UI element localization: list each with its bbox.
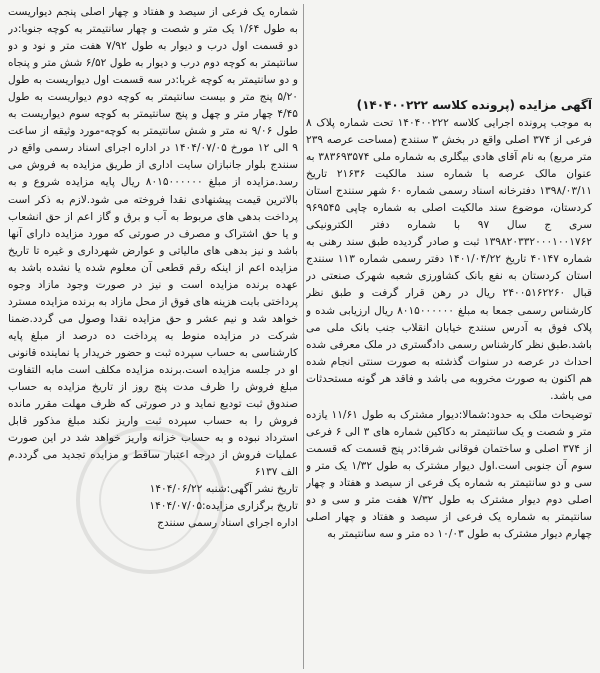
issuing-office: اداره اجرای اسناد رسمی سنندج bbox=[157, 517, 298, 530]
publish-date: تاریخ نشر آگهی:شنبه ۱۴۰۴/۰۶/۲۲ bbox=[149, 483, 298, 496]
property-borders-paragraph: توضیحات ملک به حدود:شمالا:دیوار مشترک به طول ۱۱/۶۱ یازده متر و شصت و یک سانتیمتر به دکاکین شماره های ۳ الی ۶ فرعی از ۳۷۴ اصلی و ساختمان فوقانی شرقا:در پنج قسمت که قسمت سوم آن جنوبی است.اول دیوار مشترک به طول ۱/۳۲ یک متر و سی و دو سانتیمتر به شماره یک فرعی از سیصد و هفتاد و چهار اصلی دوم دیوار مشترک به طول ۷/۳۲ هفت متر و سی و دو سانتیمتر به شماره یک فرعی از سیصد و هفتاد و چهار اصلی چهارم دیوار مشترک به طول ۱۰/۰۳ ده متر و سه سانتیمتر به bbox=[306, 408, 592, 541]
right-column bbox=[306, 96, 592, 670]
notice-title: آگهی مزایده (پرونده کلاسه ۱۴۰۴۰۰۲۲۲) bbox=[356, 98, 592, 112]
notice-intro-paragraph: به موجب پرونده اجرایی کلاسه ۱۴۰۴۰۰۲۲۲ تحت شماره پلاک ۸ فرعی از ۳۷۴ اصلی واقع در بخش ۳ سنندج (مساحت عرصه ۲۳۹ متر مربع) به نام آقای هادی بیگلری به شماره ملی ۳۸۳۶۹۳۵۷۴ به عنوان مالک عرصه با شماره سند مالکیت ۲۱۶۳۶ تاریخ ۱۳۹۸/۰۳/۱۱ دفترخانه اسناد رسمی شماره ۶۰ شهر سنندج استان کردستان، موضوع سند مالکیت اصلی به شماره چاپی ۹۶۹۵۴۵ سری ج سال ۹۷ با شماره دفتر الکترونیکی ۱۳۹۸۲۰۳۳۲۰۰۰۱۰۰۱۷۶۲ ثبت و صادر گردیده طبق سند رهنی به شماره ۴۰۱۴۷ تاریخ ۱۴۰۱/۰۴/۲۲ دفتر رسمی شماره ۱۱۳ سنندج استان کردستان به نفع بانک کشاورزی شعبه شهرک صنعتی در قبال ۲۴۰۰۵۱۶۲۲۶۰ ریال در رهن قرار گرفت و طبق نظر کارشناس رسمی جمعا به مبلغ ۸۰۱۵۰۰۰۰۰۰ ریال ارزیابی شده و پلاک فوق به آدرس سنندج خیابان انقلاب جنب بانک ملی می باشد.طبق نظر کارشناس رسمی دادگستری در ملک معرفی شده احداث در عرصه در سنوات گذشته به صورت سنتی انجام شده هم اکنون به صورت مخروبه می باشد و فاقد هر گونه مستحدثات می باشد. bbox=[306, 117, 592, 402]
column-divider bbox=[303, 4, 304, 669]
left-column bbox=[8, 4, 298, 666]
auction-terms-paragraph: شماره یک فرعی از سیصد و هفتاد و چهار اصلی پنجم دیواریست به طول ۱/۶۴ یک متر و شصت و چهار سانتیمتر به کوچه جنوبا:در دو قسمت اول درب و دیوار به طول ۷/۹۲ هفت متر و نود و دو سانتیمتر به کوچه دوم درب و دیوار به طول ۶/۵۲ شش متر و پنجاه و دو سانتیمتر به کوچه غربا:در سه قسمت اول دیواریست به طول ۵/۲۰ پنج متر و بیست سانتیمتر به کوچه دوم دیواریست به طول ۴/۴۵ چهار متر و چهل و پنج سانتیمتر به کوچه سوم دیواریست به طول ۹/۰۶ نه متر و شش سانتیمتر به کوچه-مورد وثیقه از ساعت ۹ الی ۱۲ مورخ ۱۴۰۴/۰۷/۰۵ در اداره اجرای اسناد رسمی واقع در سنندج بلوار جانبازان سایت اداری از طریق مزایده به فروش می رسد.مزایده از مبلغ ۸۰۱۵۰۰۰۰۰۰ ریال پایه مزایده شروع و به بالاترین قیمت پیشنهادی نقدا فروخته می شود.لازم به ذکر است پرداخت بدهی های مربوط به آب و برق و گاز اعم از حق انشعاب و یا حق اشتراک و مصرف در صورتی که مورد مزایده دارای آنها باشد و نیز بدهی های مالیاتی و عوارض شهرداری و غیره تا تاریخ مزایده اعم از اینکه رقم قطعی آن معلوم شده یا نشده باشد به عهده برنده مزایده است و نیز در صورت وجود مازاد وجوه پرداختی بابت هزینه های فوق از محل مازاد به برنده مزایده مسترد خواهد شد و نیم عشر و حق مزایده نقدا وصول می گردد.ضمنا شرکت در مزایده منوط به پرداخت ده درصد از مبلغ پایه کارشناسی به حساب سپرده ثبت و حضور خریدار یا نماینده قانونی او در جلسه مزایده است.برنده مزایده مکلف است مابه التفاوت مبلغ فروش را ظرف مدت پنج روز از تاریخ مزایده به حساب صندوق ثبت تودیع نماید و در صورتی که ظرف مهلت مقرر مانده فروش را به حساب سپرده ثبت واریز نکند مبلغ مذکور قابل استرداد نبوده و به حساب خزانه واریز خواهد شد در این صورت عملیات فروش از درجه اعتبار ساقط و مزایده تجدید می گردد.م الف ۶۱۳۷ bbox=[8, 6, 298, 479]
auction-date: تاریخ برگزاری مزایده:۱۴۰۴/۰۷/۰۵ bbox=[149, 500, 298, 513]
